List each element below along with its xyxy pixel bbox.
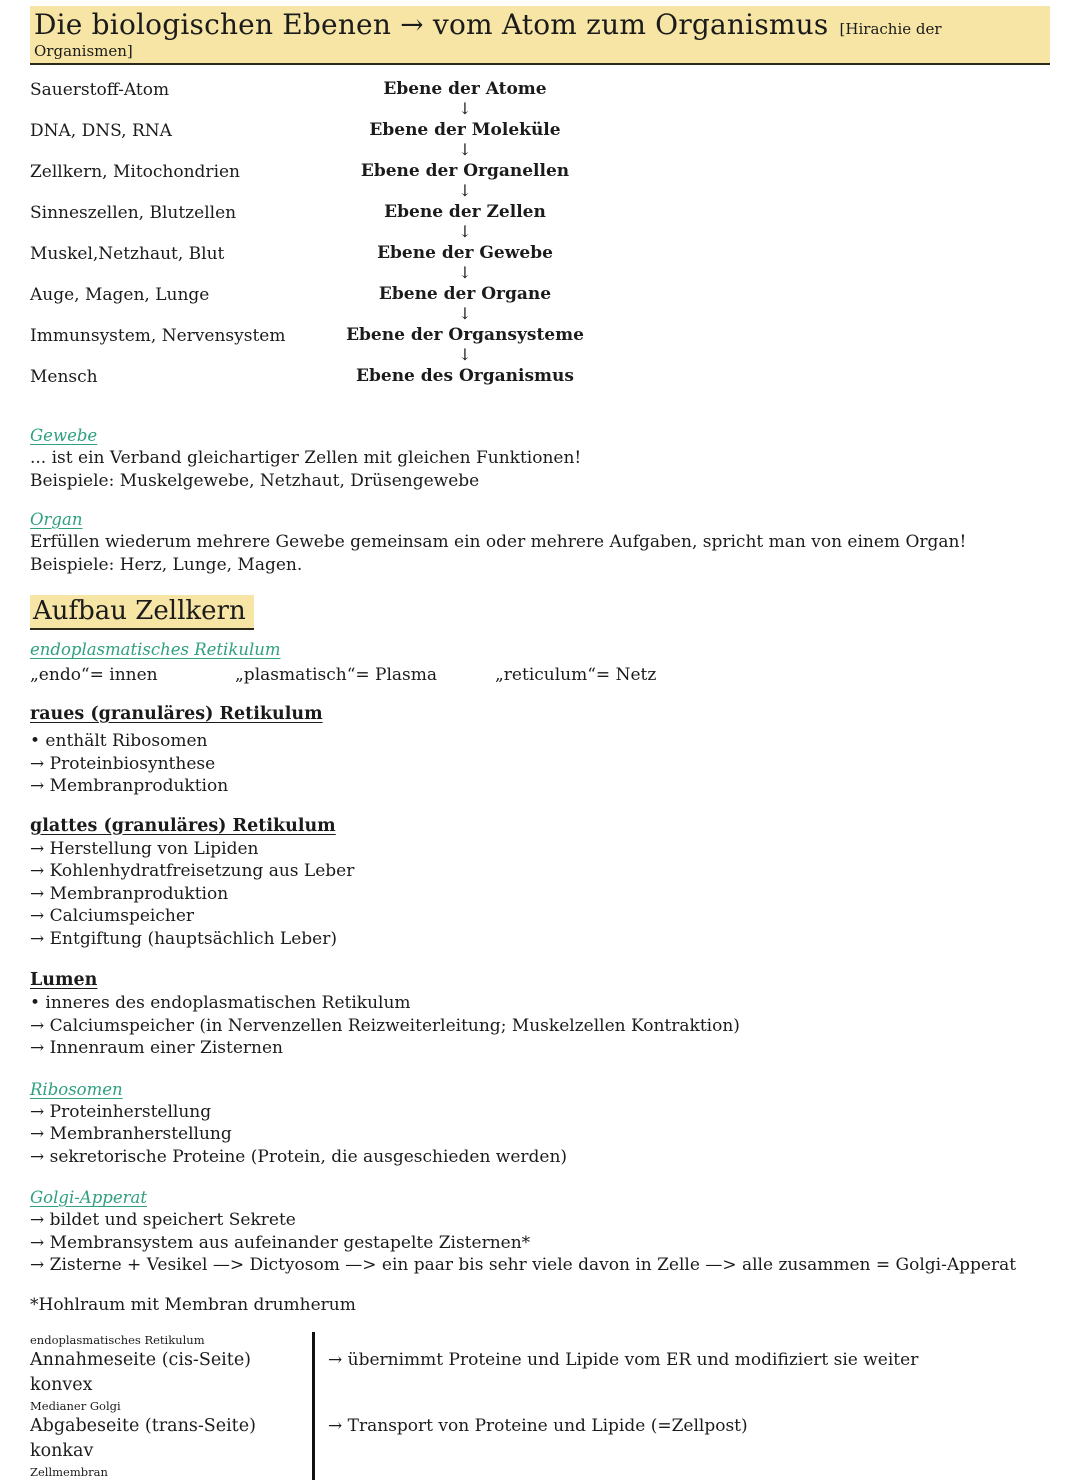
hierarchy-example: Zellkern, Mitochondrien bbox=[30, 162, 241, 182]
hierarchy-diagram bbox=[30, 79, 1050, 407]
table-left-label-small: Zellmembran bbox=[30, 1464, 108, 1479]
list-item: → Membranherstellung bbox=[30, 1124, 232, 1144]
list-item: → bildet und speichert Sekrete bbox=[30, 1210, 296, 1230]
title-annotation: [Hirachie der Organismen] bbox=[34, 20, 942, 60]
hierarchy-example: Immunsystem, Nervensystem bbox=[30, 326, 286, 346]
aufbau-heading: Aufbau Zellkern bbox=[30, 595, 254, 630]
down-arrow-icon: ↓ bbox=[458, 140, 472, 159]
down-arrow-icon: ↓ bbox=[458, 263, 472, 282]
hierarchy-levels-column bbox=[330, 79, 600, 407]
asterisk-footnote: *Hohlraum mit Membran drumherum bbox=[30, 1294, 356, 1315]
down-arrow-icon: ↓ bbox=[458, 222, 472, 241]
definition-plasmatisch: „plasmatisch“= Plasma bbox=[235, 665, 438, 685]
section-aufbau-zellkern bbox=[30, 595, 1050, 630]
golgi-sides-table bbox=[30, 1332, 1050, 1480]
list-item: → Kohlenhydratfreisetzung aus Leber bbox=[30, 861, 355, 881]
definition-reticulum: „reticulum“= Netz bbox=[495, 665, 657, 685]
list-item: → Membranproduktion bbox=[30, 776, 229, 796]
table-right-cell-empty bbox=[312, 1332, 1050, 1348]
table-right-cell-empty bbox=[312, 1464, 1050, 1480]
hierarchy-example: DNA, DNS, RNA bbox=[30, 121, 172, 141]
hierarchy-level: Ebene der Zellen bbox=[384, 202, 546, 222]
list-item: → Innenraum einer Zisternen bbox=[30, 1038, 283, 1058]
list-item: → Calciumspeicher (in Nervenzellen Reizweiterleitung; Muskelzellen Kontraktion) bbox=[30, 1015, 740, 1036]
list-item: → Zisterne + Vesikel —> Dictyosom —> ein paar bis sehr viele davon in Zelle —> alle zusammen = Golgi-Apperat bbox=[30, 1255, 1017, 1275]
section-gewebe bbox=[30, 425, 1050, 492]
down-arrow-icon: ↓ bbox=[458, 345, 472, 364]
list-item: • enthält Ribosomen bbox=[30, 731, 208, 751]
down-arrow-icon: ↓ bbox=[458, 181, 472, 200]
list-item: → Proteinbiosynthese bbox=[30, 753, 216, 774]
organ-heading: Organ bbox=[30, 510, 83, 529]
table-left-trans-seite: Abgabeseite (trans-Seite) konkav bbox=[30, 1415, 256, 1461]
definition-endo: „endo“= innen bbox=[30, 665, 158, 685]
list-item: → Herstellung von Lipiden bbox=[30, 838, 259, 859]
hierarchy-example: Sinneszellen, Blutzellen bbox=[30, 203, 237, 223]
hierarchy-level: Ebene der Organellen bbox=[360, 161, 570, 181]
gewebe-definition: ... ist ein Verband gleichartiger Zellen mit gleichen Funktionen! bbox=[30, 448, 582, 468]
section-organ bbox=[30, 509, 1050, 576]
golgi-heading: Golgi-Apperat bbox=[30, 1188, 147, 1207]
list-item: → Membransystem aus aufeinander gestapelte Zisternen* bbox=[30, 1232, 531, 1253]
section-glattes-retikulum bbox=[30, 815, 1050, 951]
gewebe-examples: Beispiele: Muskelgewebe, Netzhaut, Drüsengewebe bbox=[30, 470, 480, 491]
word-definitions-row bbox=[30, 663, 1050, 687]
hierarchy-level: Ebene der Atome bbox=[383, 79, 547, 99]
hierarchy-level: Ebene der Organe bbox=[378, 284, 552, 304]
raues-heading: raues (granuläres) Retikulum bbox=[30, 704, 323, 724]
list-item: → Proteinherstellung bbox=[30, 1101, 212, 1122]
table-right-cell-empty bbox=[312, 1398, 1050, 1414]
hierarchy-example: Sauerstoff-Atom bbox=[30, 80, 170, 100]
list-item: • inneres des endoplasmatischen Retikulum bbox=[30, 993, 411, 1013]
glattes-heading: glattes (granuläres) Retikulum bbox=[30, 815, 336, 836]
section-lumen bbox=[30, 969, 1050, 1060]
gewebe-heading: Gewebe bbox=[30, 426, 98, 445]
page-title: Die biologischen Ebenen → vom Atom zum Organismus bbox=[34, 8, 829, 41]
table-left-label-small: Medianer Golgi bbox=[30, 1398, 121, 1413]
hierarchy-level: Ebene des Organismus bbox=[356, 366, 574, 386]
hierarchy-examples-column bbox=[30, 79, 330, 407]
hierarchy-example: Muskel,Netzhaut, Blut bbox=[30, 244, 225, 264]
hierarchy-level: Ebene der Organsysteme bbox=[346, 325, 584, 345]
down-arrow-icon: ↓ bbox=[458, 304, 472, 323]
lumen-heading: Lumen bbox=[30, 970, 98, 990]
list-item: → sekretorische Proteine (Protein, die ausgeschieden werden) bbox=[30, 1146, 568, 1167]
table-left-cis-seite: Annahmeseite (cis-Seite) konvex bbox=[30, 1349, 251, 1395]
er-subheading: endoplasmatisches Retikulum bbox=[30, 640, 281, 659]
section-golgi-apperat bbox=[30, 1187, 1050, 1277]
table-left-label-small: endoplasmatisches Retikulum bbox=[30, 1332, 205, 1347]
section-raues-retikulum bbox=[30, 703, 1050, 798]
hierarchy-level: Ebene der Gewebe bbox=[377, 243, 553, 263]
organ-definition: Erfüllen wiederum mehrere Gewebe gemeinsam ein oder mehrere Aufgaben, spricht man von einem Organ! bbox=[30, 532, 967, 552]
document-header bbox=[30, 6, 1050, 65]
ribosomen-heading: Ribosomen bbox=[30, 1079, 123, 1099]
list-item: → Membranproduktion bbox=[30, 883, 229, 904]
list-item: → Calciumspeicher bbox=[30, 906, 195, 926]
hierarchy-example: Mensch bbox=[30, 367, 98, 387]
table-right-er-function: → übernimmt Proteine und Lipide vom ER und modifiziert sie weiter bbox=[312, 1348, 1050, 1398]
list-item: → Entgiftung (hauptsächlich Leber) bbox=[30, 928, 337, 949]
down-arrow-icon: ↓ bbox=[458, 99, 472, 118]
table-right-transport-function: → Transport von Proteine und Lipide (=Zellpost) bbox=[312, 1414, 1050, 1464]
organ-examples: Beispiele: Herz, Lunge, Magen. bbox=[30, 554, 303, 575]
title-highlight bbox=[30, 6, 1050, 65]
hierarchy-example: Auge, Magen, Lunge bbox=[30, 285, 210, 305]
section-ribosomen bbox=[30, 1079, 1050, 1169]
hierarchy-level: Ebene der Moleküle bbox=[369, 120, 561, 140]
